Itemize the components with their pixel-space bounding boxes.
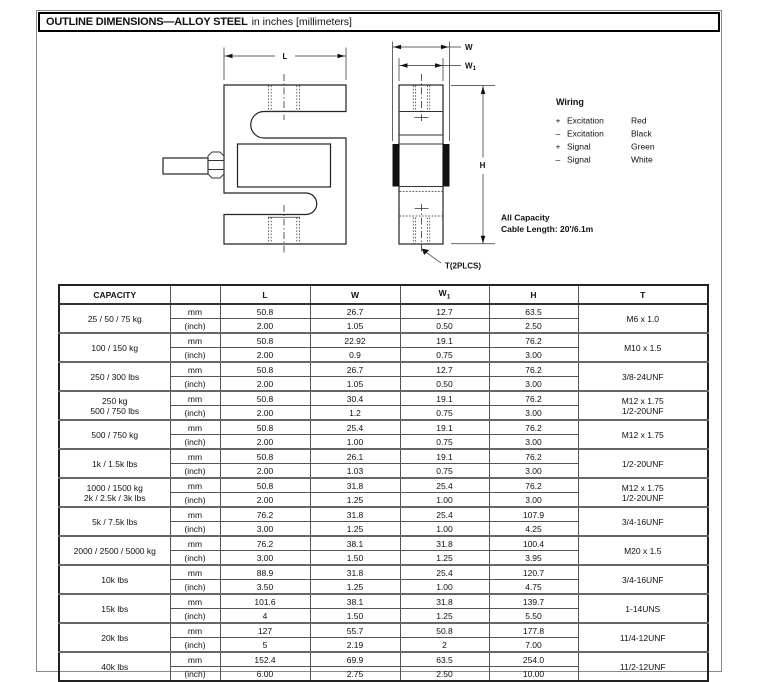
cell-line: 3/4-16UNF — [621, 574, 664, 585]
unit-cell: mm — [170, 565, 220, 580]
dim-label-W: W — [465, 43, 473, 52]
value-cell: 69.9 — [310, 652, 400, 667]
value-cell: 5.50 — [489, 609, 578, 624]
value-cell: 0.50 — [400, 319, 489, 334]
unit-cell: mm — [170, 536, 220, 551]
value-cell: 2.00 — [220, 435, 310, 450]
capacity-cell — [59, 652, 170, 681]
dimensions-table-body — [59, 304, 708, 681]
value-cell: 0.75 — [400, 464, 489, 479]
capacity-cell — [59, 594, 170, 623]
value-cell: 10.00 — [489, 667, 578, 682]
thread-callout-label: T(2PLCS) — [445, 261, 481, 271]
value-cell: 76.2 — [220, 536, 310, 551]
thread-cell — [578, 507, 708, 536]
thread-cell — [578, 362, 708, 391]
value-cell: 76.2 — [489, 391, 578, 406]
value-cell: 25.4 — [400, 478, 489, 493]
value-cell: 50.8 — [220, 391, 310, 406]
dim-H — [451, 86, 495, 244]
value-cell: 30.4 — [310, 391, 400, 406]
value-cell: 0.75 — [400, 348, 489, 363]
value-cell: 38.1 — [310, 594, 400, 609]
cell-line: 11/2-12UNF — [619, 661, 666, 672]
value-cell: 31.8 — [310, 507, 400, 522]
col-header-w1-sub: 1 — [446, 293, 451, 301]
thread-cell — [578, 333, 708, 362]
cell-line: 10k lbs — [101, 574, 129, 585]
unit-cell: mm — [170, 391, 220, 406]
thread-cell — [578, 536, 708, 565]
table-row-mm — [59, 594, 708, 609]
unit-cell: (inch) — [170, 377, 220, 392]
cable-note — [501, 213, 594, 235]
value-cell: 1.00 — [400, 580, 489, 595]
value-cell: 25.4 — [310, 420, 400, 435]
table-row-mm — [59, 449, 708, 464]
page-title-suffix: in inches [millimeters] — [251, 16, 352, 28]
capacity-cell — [59, 420, 170, 449]
thread-cell — [578, 652, 708, 681]
thread-cell — [578, 594, 708, 623]
table-row-mm — [59, 536, 708, 551]
cable-note-line2: Cable Length: 20'/6.1m — [501, 224, 594, 234]
value-cell: 152.4 — [220, 652, 310, 667]
value-cell: 50.8 — [220, 304, 310, 319]
table-row-mm — [59, 565, 708, 580]
col-header-unit — [170, 285, 220, 304]
value-cell: 19.1 — [400, 420, 489, 435]
thread-cell — [578, 478, 708, 507]
unit-cell: (inch) — [170, 348, 220, 363]
value-cell: 5 — [220, 638, 310, 653]
value-cell: 1.00 — [310, 435, 400, 450]
capacity-cell — [59, 478, 170, 507]
cable-note-line1: All Capacity — [501, 212, 550, 223]
document-frame — [36, 10, 722, 679]
thread-cell — [578, 623, 708, 652]
value-cell: 1.03 — [310, 464, 400, 479]
cell-line: 1/2-20UNF — [621, 458, 664, 469]
value-cell: 63.5 — [400, 652, 489, 667]
capacity-cell — [59, 449, 170, 478]
unit-cell: (inch) — [170, 522, 220, 537]
value-cell: 107.9 — [489, 507, 578, 522]
cell-line: M12 x 1.75 — [621, 482, 664, 493]
value-cell: 76.2 — [489, 420, 578, 435]
value-cell: 2.75 — [310, 667, 400, 682]
cell-line: 25 / 50 / 75 kg — [87, 313, 142, 324]
col-header-w1 — [400, 285, 489, 304]
value-cell: 76.2 — [489, 449, 578, 464]
value-cell: 31.8 — [310, 565, 400, 580]
cell-line: 20k lbs — [101, 632, 129, 643]
unit-cell: mm — [170, 623, 220, 638]
value-cell: 1.00 — [400, 522, 489, 537]
cell-line: M12 x 1.75 — [621, 395, 664, 406]
value-cell: 3.00 — [489, 464, 578, 479]
capacity-cell — [59, 391, 170, 420]
value-cell: 139.7 — [489, 594, 578, 609]
side-cover-left — [393, 144, 400, 187]
value-cell: 3.00 — [220, 551, 310, 566]
value-cell: 0.75 — [400, 406, 489, 421]
wiring-color: Black — [631, 128, 652, 139]
value-cell: 25.4 — [400, 507, 489, 522]
cell-line: 250 kg — [101, 395, 128, 406]
cell-line: 3/8-24UNF — [621, 371, 664, 382]
front-view — [163, 48, 346, 254]
value-cell: 76.2 — [489, 362, 578, 377]
value-cell: 2 — [400, 638, 489, 653]
thread-cell — [578, 565, 708, 594]
cell-line: 1/2-20UNF — [621, 492, 664, 503]
value-cell: 2.50 — [400, 667, 489, 682]
col-header-l: L — [220, 285, 310, 304]
dim-L — [224, 48, 346, 81]
cell-line: 1k / 1.5k lbs — [92, 458, 138, 469]
value-cell: 50.8 — [220, 420, 310, 435]
unit-cell: mm — [170, 594, 220, 609]
side-cover-right — [443, 144, 450, 187]
table-row-mm — [59, 623, 708, 638]
value-cell: 22.92 — [310, 333, 400, 348]
value-cell: 50.8 — [220, 362, 310, 377]
cable-nut-icon — [208, 152, 224, 178]
capacity-cell — [59, 362, 170, 391]
cell-line: 100 / 150 kg — [91, 342, 139, 353]
capacity-cell — [59, 536, 170, 565]
cell-line: M20 x 1.5 — [624, 545, 662, 556]
value-cell: 1.05 — [310, 377, 400, 392]
cell-line: 1-14UNS — [625, 603, 661, 614]
cell-line: M6 x 1.0 — [626, 313, 660, 324]
cell-line: 3/4-16UNF — [621, 516, 664, 527]
table-row-mm — [59, 478, 708, 493]
unit-cell: mm — [170, 478, 220, 493]
value-cell: 76.2 — [489, 478, 578, 493]
value-cell: 1.00 — [400, 493, 489, 508]
cable — [163, 158, 208, 174]
value-cell: 2.00 — [220, 319, 310, 334]
unit-cell: mm — [170, 304, 220, 319]
dim-W1 — [399, 58, 477, 81]
dim-label-L: L — [282, 52, 288, 61]
value-cell: 19.1 — [400, 449, 489, 464]
unit-cell: (inch) — [170, 580, 220, 595]
unit-cell: (inch) — [170, 435, 220, 450]
table-row-mm — [59, 507, 708, 522]
center-window — [238, 144, 331, 187]
value-cell: 1.25 — [400, 551, 489, 566]
cell-line: 40k lbs — [101, 661, 129, 672]
value-cell: 50.8 — [220, 449, 310, 464]
value-cell: 1.05 — [310, 319, 400, 334]
value-cell: 88.9 — [220, 565, 310, 580]
value-cell: 100.4 — [489, 536, 578, 551]
unit-cell: (inch) — [170, 667, 220, 682]
unit-cell: mm — [170, 362, 220, 377]
value-cell: 7.00 — [489, 638, 578, 653]
value-cell: 2.50 — [489, 319, 578, 334]
capacity-cell — [59, 623, 170, 652]
value-cell: 101.6 — [220, 594, 310, 609]
capacity-cell — [59, 507, 170, 536]
unit-cell: (inch) — [170, 609, 220, 624]
col-header-w: W — [310, 285, 400, 304]
value-cell: 12.7 — [400, 304, 489, 319]
value-cell: 26.7 — [310, 362, 400, 377]
thread-cell — [578, 420, 708, 449]
capacity-cell — [59, 304, 170, 333]
thread-callout — [422, 249, 482, 271]
table-row-mm — [59, 391, 708, 406]
unit-cell: mm — [170, 652, 220, 667]
value-cell: 1.50 — [310, 551, 400, 566]
value-cell: 0.9 — [310, 348, 400, 363]
value-cell: 3.00 — [489, 377, 578, 392]
wiring-color: Red — [631, 115, 647, 126]
value-cell: 63.5 — [489, 304, 578, 319]
value-cell: 2.00 — [220, 493, 310, 508]
capacity-cell — [59, 333, 170, 362]
value-cell: 55.7 — [310, 623, 400, 638]
value-cell: 1.2 — [310, 406, 400, 421]
wiring-color: Green — [631, 141, 655, 152]
dimensions-table-header — [59, 285, 708, 304]
thread-cell — [578, 391, 708, 420]
value-cell: 38.1 — [310, 536, 400, 551]
outline-diagram — [37, 33, 721, 283]
unit-cell: (inch) — [170, 493, 220, 508]
col-header-h: H — [489, 285, 578, 304]
value-cell: 3.00 — [489, 435, 578, 450]
cell-line: 2k / 2.5k / 3k lbs — [84, 492, 146, 503]
value-cell: 19.1 — [400, 391, 489, 406]
value-cell: 1.25 — [310, 493, 400, 508]
value-cell: 4.25 — [489, 522, 578, 537]
wiring-sign: + — [555, 141, 561, 152]
value-cell: 3.95 — [489, 551, 578, 566]
wiring-name: Excitation — [567, 115, 604, 126]
cell-line: 1000 / 1500 kg — [86, 482, 143, 493]
value-cell: 31.8 — [310, 478, 400, 493]
table-row-mm — [59, 304, 708, 319]
cell-line: 5k / 7.5k lbs — [92, 516, 138, 527]
value-cell: 4 — [220, 609, 310, 624]
unit-cell: (inch) — [170, 551, 220, 566]
value-cell: 50.8 — [220, 478, 310, 493]
unit-cell: (inch) — [170, 319, 220, 334]
cell-line: M12 x 1.75 — [621, 429, 664, 440]
col-header-w1-base: W — [438, 288, 447, 299]
table-row-mm — [59, 652, 708, 667]
dim-label-H: H — [479, 161, 486, 170]
value-cell: 1.50 — [310, 609, 400, 624]
cell-line: M10 x 1.5 — [624, 342, 662, 353]
thread-cell — [578, 304, 708, 333]
value-cell: 127 — [220, 623, 310, 638]
wiring-color: White — [631, 154, 653, 165]
wiring-heading: Wiring — [556, 97, 584, 107]
value-cell: 2.00 — [220, 406, 310, 421]
wiring-legend — [556, 97, 655, 165]
wiring-name: Signal — [567, 141, 591, 152]
value-cell: 3.50 — [220, 580, 310, 595]
value-cell: 3.00 — [220, 522, 310, 537]
value-cell: 26.7 — [310, 304, 400, 319]
value-cell: 50.8 — [220, 333, 310, 348]
table-row-mm — [59, 362, 708, 377]
value-cell: 12.7 — [400, 362, 489, 377]
value-cell: 26.1 — [310, 449, 400, 464]
cell-line: 2000 / 2500 / 5000 kg — [73, 545, 156, 556]
value-cell: 50.8 — [400, 623, 489, 638]
cell-line: 250 / 300 lbs — [90, 371, 140, 382]
value-cell: 1.25 — [310, 580, 400, 595]
value-cell: 2.00 — [220, 464, 310, 479]
page-title: OUTLINE DIMENSIONS—ALLOY STEEL — [46, 16, 248, 28]
wiring-sign: – — [555, 154, 561, 165]
unit-cell: mm — [170, 420, 220, 435]
unit-cell: mm — [170, 507, 220, 522]
value-cell: 177.8 — [489, 623, 578, 638]
value-cell: 2.00 — [220, 348, 310, 363]
table-row-mm — [59, 333, 708, 348]
value-cell: 76.2 — [220, 507, 310, 522]
value-cell: 3.00 — [489, 406, 578, 421]
value-cell: 76.2 — [489, 333, 578, 348]
col-header-t: T — [578, 285, 708, 304]
unit-cell: (inch) — [170, 406, 220, 421]
dim-label-W1: W1 — [465, 61, 476, 72]
wiring-sign: + — [555, 115, 561, 126]
value-cell: 31.8 — [400, 594, 489, 609]
wiring-name: Signal — [567, 154, 591, 165]
thread-cell — [578, 449, 708, 478]
value-cell: 6.00 — [220, 667, 310, 682]
table-row-mm — [59, 420, 708, 435]
capacity-cell — [59, 565, 170, 594]
value-cell: 2.00 — [220, 377, 310, 392]
value-cell: 4.75 — [489, 580, 578, 595]
unit-cell: (inch) — [170, 464, 220, 479]
wiring-name: Excitation — [567, 128, 604, 139]
value-cell: 120.7 — [489, 565, 578, 580]
unit-cell: (inch) — [170, 638, 220, 653]
cell-line: 1/2-20UNF — [621, 405, 664, 416]
col-header-capacity: CAPACITY — [59, 285, 170, 304]
side-view — [393, 42, 496, 271]
wiring-sign: – — [555, 128, 561, 139]
cell-line: 500 / 750 kg — [91, 429, 139, 440]
value-cell: 25.4 — [400, 565, 489, 580]
value-cell: 1.25 — [310, 522, 400, 537]
cell-line: 11/4-12UNF — [619, 632, 666, 643]
header-row — [59, 285, 708, 304]
value-cell: 2.19 — [310, 638, 400, 653]
value-cell: 3.00 — [489, 493, 578, 508]
value-cell: 31.8 — [400, 536, 489, 551]
value-cell: 0.50 — [400, 377, 489, 392]
cell-line: 500 / 750 lbs — [90, 405, 140, 416]
cell-line: 15k lbs — [101, 603, 129, 614]
value-cell: 0.75 — [400, 435, 489, 450]
unit-cell: mm — [170, 333, 220, 348]
side-body — [399, 85, 443, 244]
value-cell: 3.00 — [489, 348, 578, 363]
unit-cell: mm — [170, 449, 220, 464]
value-cell: 19.1 — [400, 333, 489, 348]
value-cell: 254.0 — [489, 652, 578, 667]
value-cell: 1.25 — [400, 609, 489, 624]
title-bar — [38, 12, 720, 32]
dimensions-table — [58, 284, 709, 682]
